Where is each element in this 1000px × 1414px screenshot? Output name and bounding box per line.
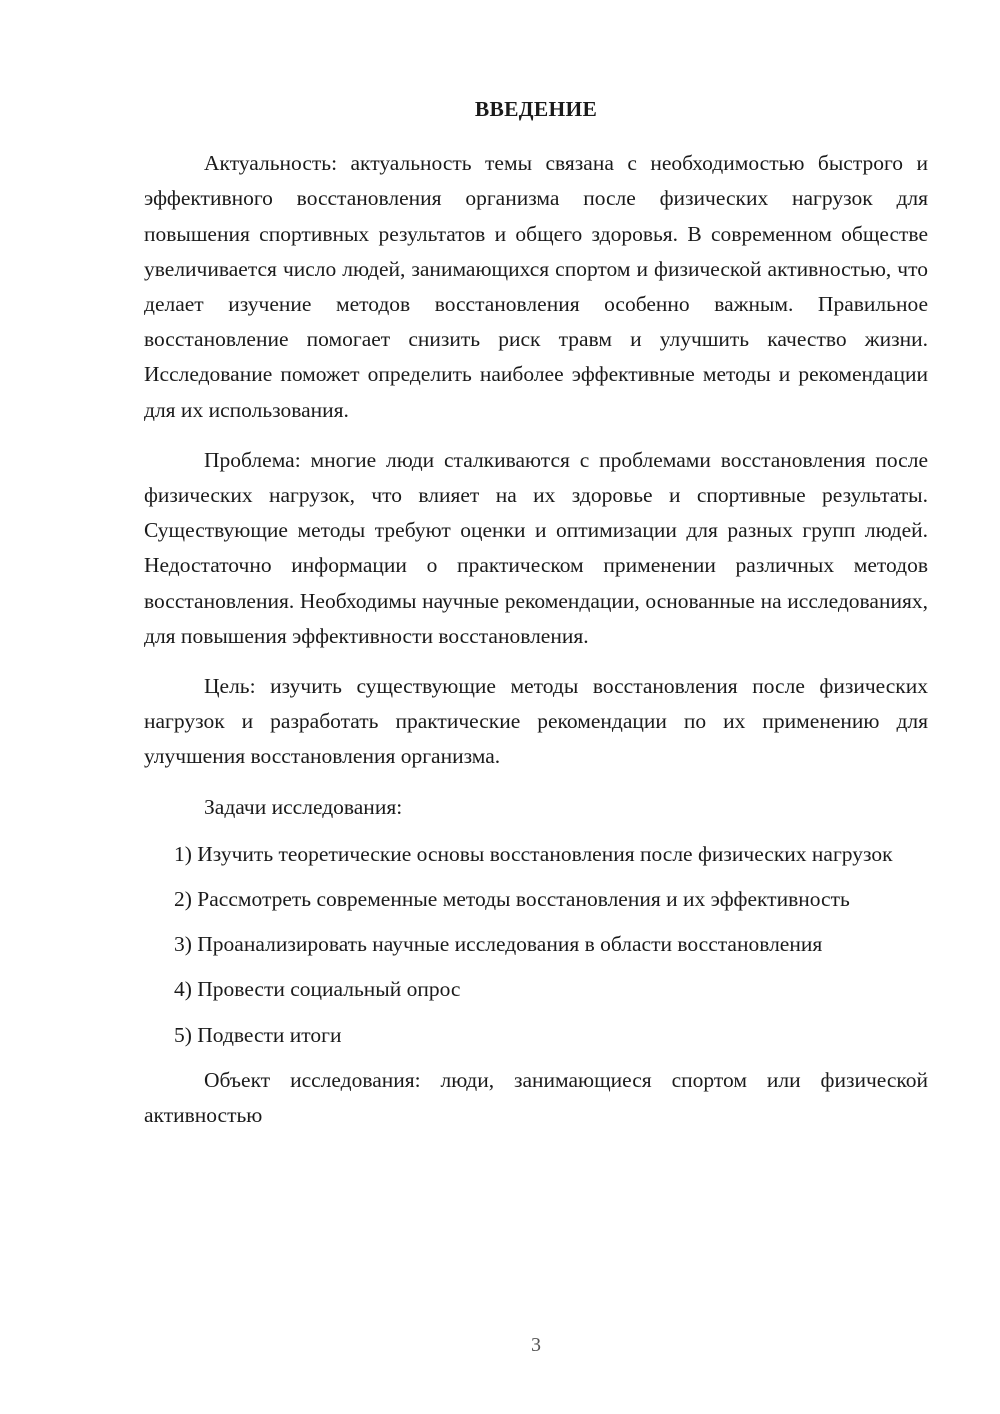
task-item-5: 5) Подвести итоги bbox=[174, 1022, 342, 1047]
task-item-4: 4) Провести социальный опрос bbox=[174, 977, 461, 1002]
page-number: 3 bbox=[531, 1334, 541, 1356]
paragraph-relevance: Актуальность: актуальность темы связана с необходимостью быстрого и эффективного восстановления организма после физических нагрузок для повышения спортивных результатов и общего здоровья. В современном обществе увеличивается число людей, занимающихся спортом и физической активностью, что делает изучение методов восстановления особенно важным. Правильное восстановление помогает снизить риск травм и улучшить качество жизни. Исследование поможет определить наиболее эффективные методы и рекомендации для их использования. bbox=[144, 151, 928, 422]
task-item-2: 2) Рассмотреть современные методы восстановления и их эффективность bbox=[174, 887, 850, 912]
page-content bbox=[144, 92, 928, 1145]
task-item-3: 3) Проанализировать научные исследования в области восстановления bbox=[174, 932, 823, 957]
paragraph-goal: Цель: изучить существующие методы восстановления после физических нагрузок и разработать практические рекомендации по их применению для улучшения восстановления организма. bbox=[144, 674, 928, 769]
tasks-heading: Задачи исследования: bbox=[204, 794, 403, 819]
task-item-1: 1) Изучить теоретические основы восстановления после физических нагрузок bbox=[174, 841, 893, 866]
section-title: ВВЕДЕНИЕ bbox=[474, 97, 598, 121]
paragraph-problem: Проблема: многие люди сталкиваются с проблемами восстановления после физических нагрузок, что влияет на их здоровье и спортивные результаты. Существующие методы требуют оценки и оптимизации для разных групп людей. Недостаточно информации о практическом применении различных методов восстановления. Необходимы научные рекомендации, основанные на исследованиях, для повышения эффективности восстановления. bbox=[144, 447, 928, 648]
paragraph-object: Объект исследования: люди, занимающиеся спортом или физической активностью bbox=[144, 1067, 928, 1128]
